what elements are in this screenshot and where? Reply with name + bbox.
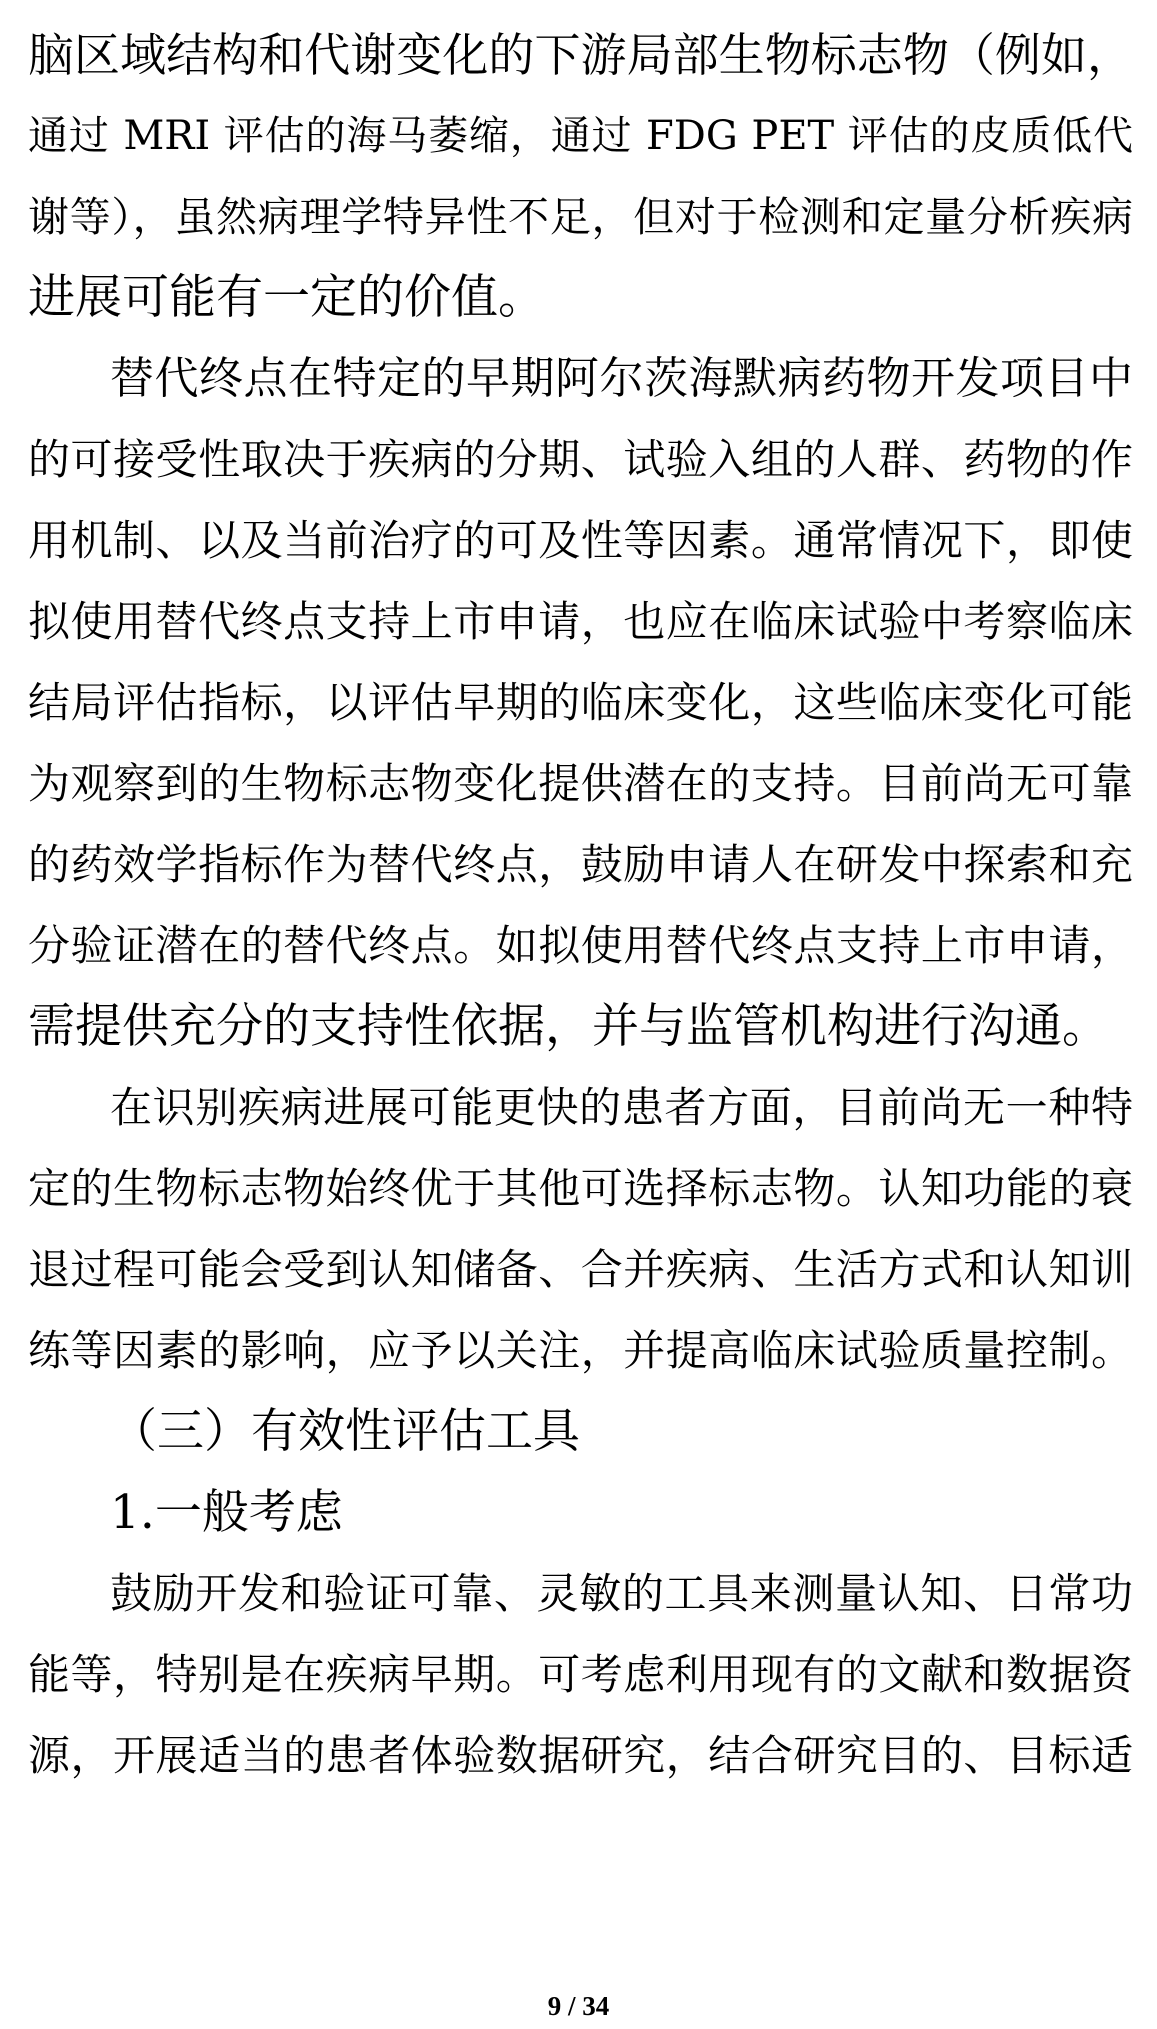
paragraph-start-line: 替代终点在特定的早期阿尔茨海默病药物开发项目中: [110, 353, 1133, 404]
paragraph-start-line: 鼓励开发和验证可靠、灵敏的工具来测量认知、日常功: [110, 1569, 1133, 1618]
text-line: 为观察到的生物标志物变化提供潜在的支持。目前尚无可靠: [28, 759, 1133, 808]
text-line: 脑区域结构和代谢变化的下游局部生物标志物（例如，: [28, 28, 1133, 82]
section-heading: （三）有效性评估工具: [110, 1404, 580, 1459]
subsection-heading: 1.一般考虑: [110, 1485, 343, 1540]
text-line: 拟使用替代终点支持上市申请，也应在临床试验中考察临床: [28, 597, 1133, 646]
text-line: 源，开展适当的患者体验数据研究，结合研究目的、目标适: [28, 1731, 1133, 1780]
text-line: 结局评估指标，以评估早期的临床变化，这些临床变化可能: [28, 678, 1133, 727]
text-line: 练等因素的影响，应予以关注，并提高临床试验质量控制。: [28, 1326, 1133, 1375]
text-line: 退过程可能会受到认知储备、合并疾病、生活方式和认知训: [28, 1245, 1133, 1294]
text-line: 需提供充分的支持性依据，并与监管机构进行沟通。: [28, 999, 1109, 1054]
text-line: 的可接受性取决于疾病的分期、试验入组的人群、药物的作: [28, 435, 1133, 484]
text-line: 能等，特别是在疾病早期。可考虑利用现有的文献和数据资: [28, 1650, 1133, 1699]
text-line: 分验证潜在的替代终点。如拟使用替代终点支持上市申请，: [28, 921, 1133, 970]
text-line: 的药效学指标作为替代终点，鼓励申请人在研发中探索和充: [28, 840, 1133, 889]
text-line: 谢等），虽然病理学特异性不足，但对于检测和定量分析疾病: [28, 193, 1133, 241]
text-line: 用机制、以及当前治疗的可及性等因素。通常情况下，即使: [28, 516, 1133, 565]
text-line: 通过 MRI 评估的海马萎缩，通过 FDG PET 评估的皮质低代: [28, 113, 1133, 159]
text-line: 进展可能有一定的价值。: [28, 270, 545, 325]
text-line: 定的生物标志物始终优于其他可选择标志物。认知功能的衰: [28, 1164, 1133, 1213]
paragraph-start-line: 在识别疾病进展可能更快的患者方面，目前尚无一种特: [110, 1083, 1133, 1132]
page-number: 9 / 34: [547, 1991, 610, 2021]
